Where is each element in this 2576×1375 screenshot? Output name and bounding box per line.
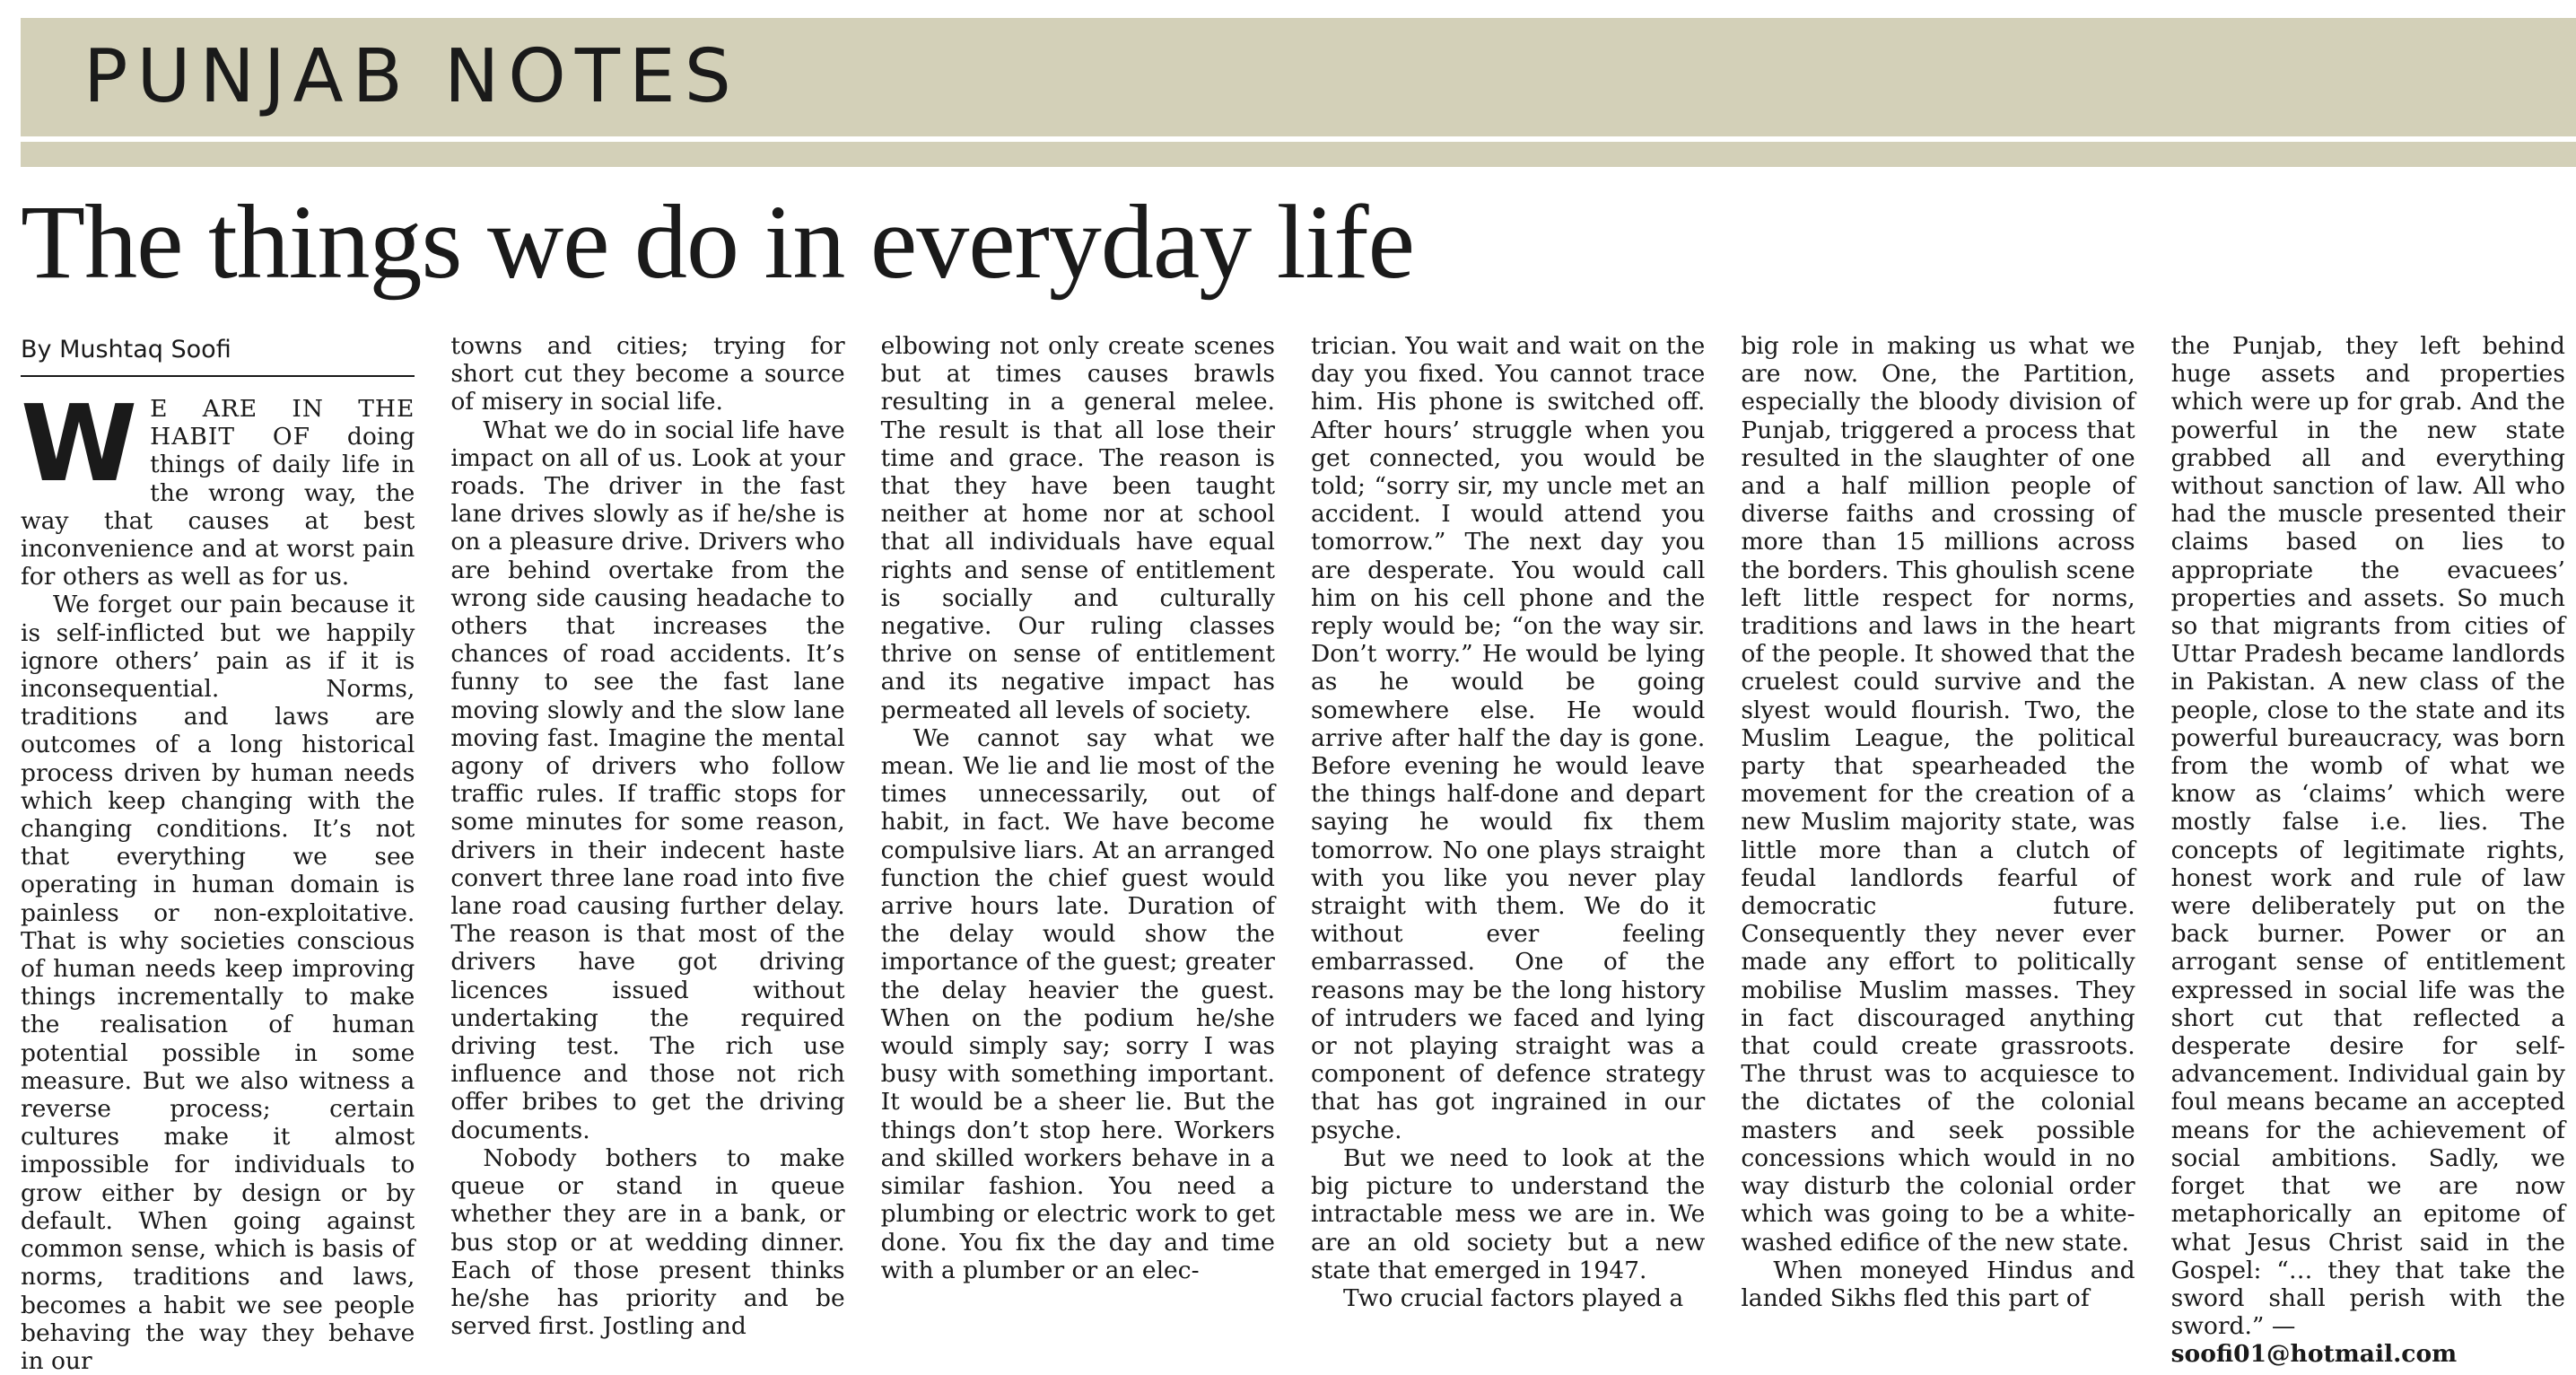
section-header-band <box>21 18 2576 136</box>
article-body <box>21 332 2565 1375</box>
paragraph: the Punjab, they left behind huge assets and properties which were up for grab. And the powerful in the new state grabbed all and everything without sanction of law. All who had the muscle presented their claims based on lies to appropriate the evacuees’ properties and assets. So much so that migrants from cities of Uttar Pradesh became landlords in Pakistan. A new class of the people, close to the state and its powerful bureaucracy, was born from the womb of what we know as ‘claims’ which were mostly false i.e. lies. The concepts of legitimate rights, honest work and rule of law were deliberately put on the back burner. Power or an arrogant sense of entitlement expressed in social life was the short cut that reflected a desperate desire for self-advancement. Individual gain by foul means became an accepted means for the achievement of social ambitions. Sadly, we forget that we are now metaphorically an epitome of what Jesus Christ said in the Gospel: “… they that take the sword shall perish with the sword.” — <box>2170 332 2565 1341</box>
paragraph: But we need to look at the big picture to understand the intractable mess we are in. We are an old society but a new state that emerged in 1947. <box>1310 1143 1706 1284</box>
article-column-6 <box>2170 332 2565 1369</box>
byline: By Mushtaq Soofi <box>21 332 415 377</box>
paragraph: When moneyed Hindus and landed Sikhs fled this part of <box>1741 1256 2135 1312</box>
paragraph: elbowing not only create scenes but at times causes brawls resulting in a general melee. The result is that all lose their time and grace. The reason is that they have been taught neither at home nor at school that all individuals have equal rights and sense of entitlement is socially and culturally negative. Our ruling classes thrive on sense of entitlement and its negative impact has permeated all levels of society. <box>880 332 1275 724</box>
paragraph: We forget our pain because it is self-inflicted but we happily ignore others’ pain as if it is inconsequential. Norms, traditions and laws are outcomes of a long historical process driven by human needs which keep changing with the changing conditions. It’s not that everything we see operating in human domain is painless or non-exploitative. That is why societies conscious of human needs keep improving things incrementally to make the realisation of human potential possible in some measure. But we also witness a reverse process; certain cultures make it almost impossible for individuals to grow either by design or by default. When going against common sense, which is basis of norms, traditions and laws, becomes a habit we see people behaving the way they behave in our <box>21 591 415 1375</box>
article-headline: The things we do in everyday life <box>21 183 1414 301</box>
article-column-2 <box>450 332 844 1348</box>
section-title: PUNJAB NOTES <box>83 34 740 119</box>
article-column-1 <box>21 332 415 1375</box>
lead-rest: doing things of daily life in the wrong way, the way that causes at best inconvenience and at worst pain for others as well as for us. <box>21 423 415 591</box>
lead-paragraph <box>21 381 415 591</box>
article-column-4 <box>1311 332 1705 1348</box>
paragraph: What we do in social life have impact on all of us. Look at your roads. The driver in the fast lane drives slowly as if he/she is on a pleasure drive. Drivers who are behind overtake from the wrong side causing headache to others that increases the chances of road accidents. It’s funny to see the fast lane moving slowly and the slow lane moving fast. Imagine the mental agony of drivers who follow traffic rules. If traffic stops for some minutes for some reason, drivers in their indecent haste convert three lane road into five lane road causing further delay. The reason is that most of the drivers have got driving licences issued without undertaking the required driving test. The rich use influence and those not rich offer bribes to get the driving documents. <box>450 416 845 1144</box>
paragraph: We cannot say what we mean. We lie and lie most of the times unnecessarily, out of habit, in fact. We have become compulsive liars. At an arranged function the chief guest would arrive hours late. Duration of the delay would show the importance of the guest; greater the delay heavier the guest. When on the podium he/she would simply say; sorry I was busy with something important. It would be a sheer lie. But the things don’t stop here. Workers and skilled workers behave in a similar fashion. You need a plumbing or electric work to get done. You fix the day and time with a plumber or an elec- <box>880 723 1275 1284</box>
paragraph: trician. You wait and wait on the day you fixed. You cannot trace him. His phone is switched off. After hours’ struggle when you get connected, you would be told; “sorry sir, my uncle met an accident. I would attend you tomorrow.” The next day you are desperate. You would call him on his cell phone and the reply would be; “on the way sir. Don’t worry.” He would be lying as he would be going somewhere else. He would arrive after half the day is gone. Before evening he would leave the things half-done and depart saying he would fix them tomorrow. No one plays straight with you like you never play straight with them. We do it without ever feeling embarrassed. One of the reasons may be the long history of intruders we faced and lying or not playing straight was a component of defence strategy that has got ingrained in our psyche. <box>1310 332 1706 1144</box>
section-divider-rule <box>21 142 2576 167</box>
paragraph: towns and cities; trying for short cut they become a source of misery in social life. <box>450 332 845 416</box>
article-column-3 <box>881 332 1275 1348</box>
article-column-5 <box>1741 332 2135 1348</box>
lead-first-words: E ARE IN THE HABIT OF <box>150 395 415 451</box>
paragraph: Nobody bothers to make queue or stand in queue whether they are in a bank, or bus stop or at wedding dinner. Each of those present thinks he/she has priority and be served first. Jostling and <box>450 1143 845 1341</box>
drop-cap: W <box>21 381 138 505</box>
author-email: soofi01@hotmail.com <box>2170 1340 2458 1369</box>
paragraph: Two crucial factors played a <box>1342 1283 1684 1312</box>
paragraph: big role in making us what we are now. One, the Partition, especially the bloody division of Punjab, triggered a process that resulted in the slaughter of one and a half million people of diverse faiths and crossing of more than 15 millions across the borders. This ghoulish scene left little respect for norms, traditions and laws in the heart of the people. It showed that the cruelest could survive and the slyest would flourish. Two, the Muslim League, the political party that spearheaded the movement for the creation of a new Muslim majority state, was little more than a clutch of feudal landlords fearful of democratic future. Consequently they never ever made any effort to politically mobilise Muslim masses. They in fact discouraged anything that could create grassroots. The thrust was to acquiesce to the dictates of the colonial masters and seek possible concessions which would in no way disturb the colonial order which was going to be a white-washed edifice of the new state. <box>1741 332 2135 1257</box>
